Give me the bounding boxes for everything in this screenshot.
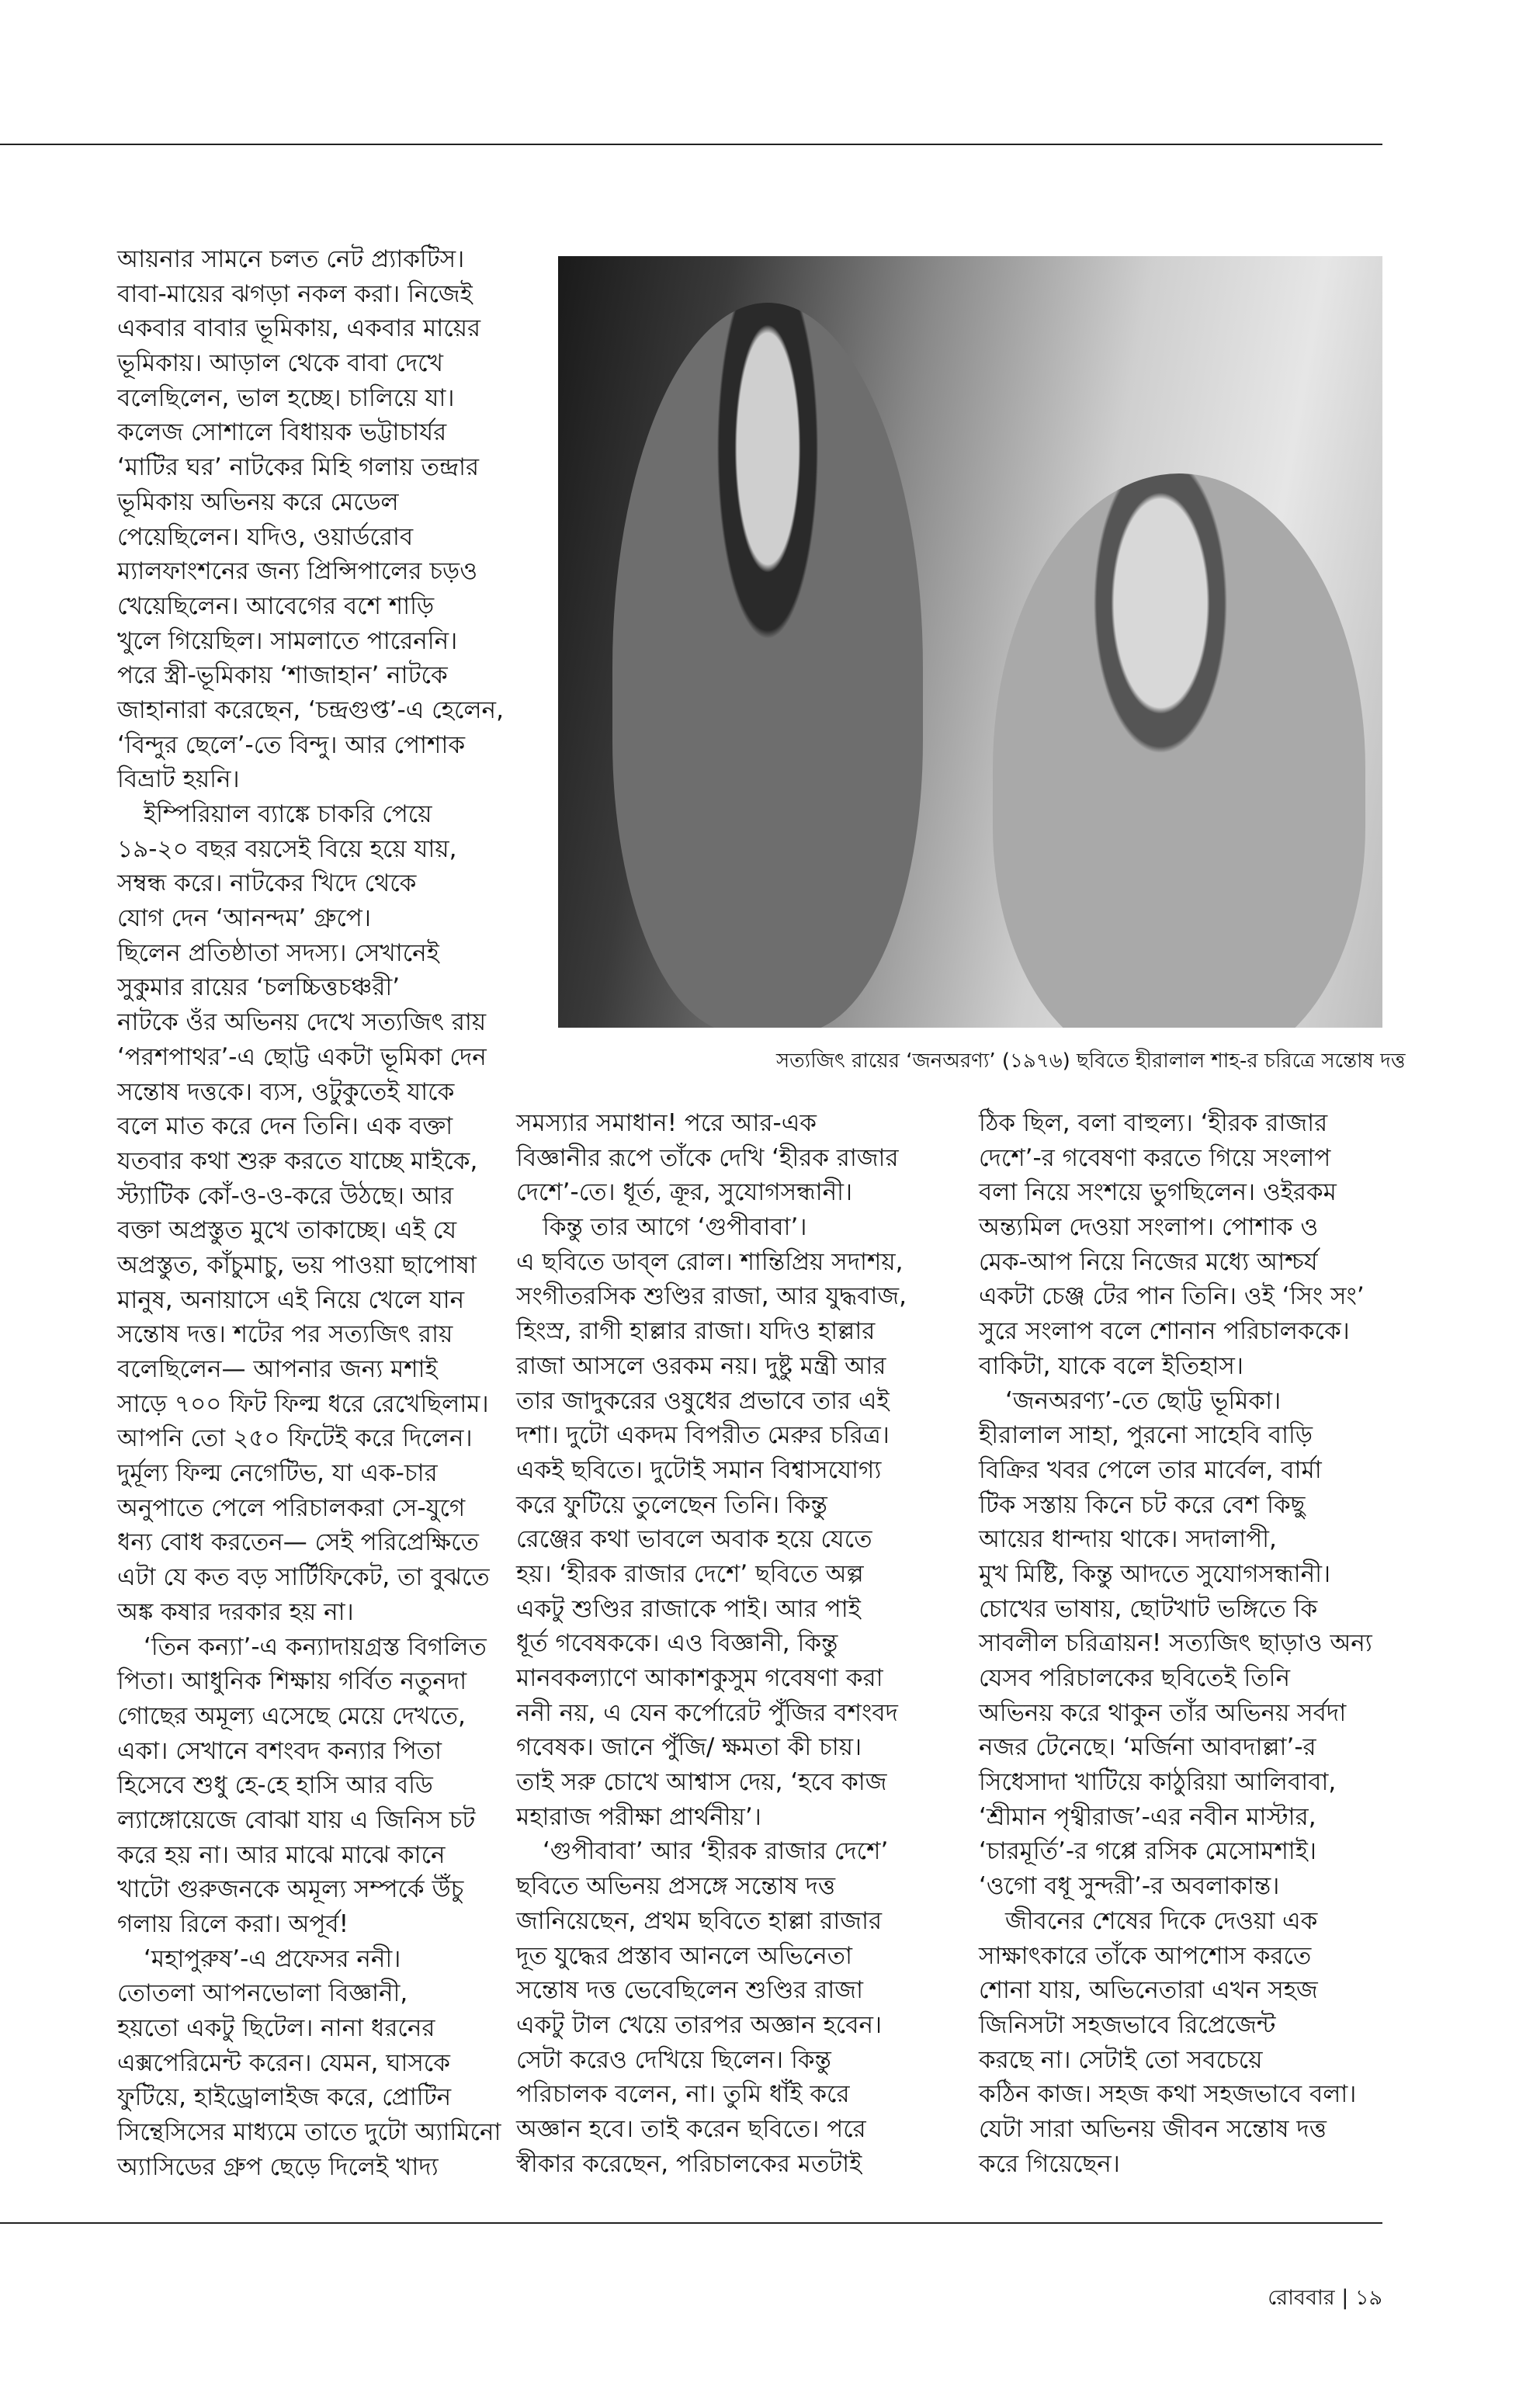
article-photo: [558, 256, 1382, 1028]
text-line: সম্বন্ধ করে। নাটকের খিদে থেকে: [117, 869, 417, 898]
text-line: ‘মাটির ঘর’ নাটকের মিহি গলায় তন্দ্রার: [117, 453, 480, 482]
text-line: সুকুমার রায়ের ‘চলচ্চিত্তচঞ্চরী’: [117, 973, 401, 1002]
text-line: করে হয় না। আর মাঝে মাঝে কানে: [117, 1840, 446, 1869]
text-line: অঙ্ক কষার দরকার হয় না।: [117, 1597, 354, 1626]
text-line: সন্তোষ দত্তকে। ব্যস, ওটুকুতেই যাকে: [117, 1077, 455, 1106]
text-line: জিনিসটা সহজভাবে রিপ্রেজেন্ট: [979, 2010, 1276, 2039]
text-line: টিক সস্তায় কিনে চট করে বেশ কিছু: [979, 1490, 1306, 1519]
text-line: ‘চারমূর্তি’-র গপ্পে রসিক মেসোমশাই।: [979, 1837, 1316, 1866]
text-line: করে গিয়েছেন।: [979, 2149, 1120, 2178]
page-footer: [1268, 2282, 1382, 2317]
text-line: যেসব পরিচালকের ছবিতেই তিনি: [979, 1664, 1290, 1692]
text-line: ‘গুপীবাবা’ আর ‘হীরক রাজার দেশে’: [543, 1837, 889, 1866]
text-line: হিসেবে শুধু হে-হে হাসি আর বডি: [117, 1771, 433, 1800]
text-line: শোনা যায়, অভিনেতারা এখন সহজ: [979, 1976, 1318, 2005]
text-line: খেয়েছিলেন। আবেগের বশে শাড়ি: [117, 591, 435, 620]
text-line: হয়তো একটু ছিটেল। নানা ধরনের: [117, 2014, 435, 2043]
text-line: দেশে’-র গবেষণা করতে গিয়ে সংলাপ: [979, 1143, 1331, 1172]
text-line: বাবা-মায়ের ঝগড়া নকল করা। নিজেই: [117, 279, 473, 308]
text-line: গবেষক। জানে পুঁজি/ ক্ষমতা কী চায়।: [516, 1733, 862, 1762]
text-line: যোগ দেন ‘আনন্দম’ গ্রুপে।: [117, 904, 371, 933]
text-line: পেয়েছিলেন। যদিও, ওয়ার্ডরোব: [117, 522, 414, 551]
text-line: বাকিটা, যাকে বলে ইতিহাস।: [979, 1351, 1243, 1380]
text-line: মেক-আপ নিয়ে নিজের মধ্যে আশ্চর্য: [979, 1247, 1318, 1276]
text-line: ইম্পিরিয়াল ব্যাঙ্কে চাকরি পেয়ে: [144, 800, 432, 828]
text-line: বলা নিয়ে সংশয়ে ভুগছিলেন। ওইরকম: [979, 1178, 1337, 1207]
photo-figure-right: [993, 473, 1365, 1028]
text-line: সুরে সংলাপ বলে শোনান পরিচালককে।: [979, 1317, 1350, 1346]
text-line: সিন্থেসিসের মাধ্যমে তাতে দুটো অ্যামিনো: [117, 2118, 501, 2147]
text-line: অনুপাতে পেলে পরিচালকরা সে-যুগে: [117, 1493, 466, 1522]
text-line: সংগীতরসিক শুণ্ডির রাজা, আর যুদ্ধবাজ,: [516, 1282, 907, 1311]
text-line: গোছের অমূল্য এসেছে মেয়ে দেখতে,: [117, 1701, 466, 1730]
text-line: একটু শুণ্ডির রাজাকে পাই। আর পাই: [516, 1594, 861, 1623]
text-line: সমস্যার সমাধান! পরে আর-এক: [516, 1109, 817, 1137]
text-line: ভূমিকায়। আড়াল থেকে বাবা দেখে: [117, 349, 443, 378]
article-column-right: [979, 1106, 1372, 2181]
text-line: চোখের ভাষায়, ছোটখাট ভঙ্গিতে কি: [979, 1594, 1318, 1623]
text-line: কঠিন কাজ। সহজ কথা সহজভাবে বলা।: [979, 2080, 1357, 2109]
text-line: নাটকে ওঁর অভিনয় দেখে সত্যজিৎ রায়: [117, 1008, 487, 1037]
text-line: সন্তোষ দত্ত। শটের পর সত্যজিৎ রায়: [117, 1320, 453, 1349]
text-line: একই ছবিতে। দুটোই সমান বিশ্বাসযোগ্য: [516, 1455, 882, 1484]
text-line: এ ছবিতে ডাব্‌ল রোল। শান্তিপ্রিয় সদাশয়,: [516, 1247, 904, 1276]
text-line: সাবলীল চরিত্রায়ন! সত্যজিৎ ছাড়াও অন্য: [979, 1629, 1372, 1658]
text-line: অজ্ঞান হবে। তাই করেন ছবিতে। পরে: [516, 2114, 866, 2143]
text-line: পরে স্ত্রী-ভূমিকায় ‘শাজাহান’ নাটকে: [117, 661, 448, 690]
text-line: আয়ের ধান্দায় থাকে। সদালাপী,: [979, 1525, 1277, 1554]
text-line: ‘বিন্দুর ছেলে’-তে বিন্দু। আর পোশাক: [117, 730, 466, 759]
top-rule: [0, 144, 1382, 145]
text-line: অন্ত্যমিল দেওয়া সংলাপ। পোশাক ও: [979, 1213, 1319, 1242]
text-line: দেশে’-তে। ধূর্ত, ক্রূর, সুযোগসন্ধানী।: [516, 1178, 853, 1207]
text-line: ‘ওগো বধূ সুন্দরী’-র অবলাকান্ত।: [979, 1872, 1280, 1901]
text-line: স্বীকার করেছেন, পরিচালকের মতটাই: [516, 2149, 862, 2178]
text-line: অপ্রস্তুত, কাঁচুমাচু, ভয় পাওয়া ছাপোষা: [117, 1250, 477, 1279]
text-line: জাহানারা করেছেন, ‘চন্দ্রগুপ্ত’-এ হেলেন,: [117, 695, 504, 724]
text-line: ‘মহাপুরুষ’-এ প্রফেসর ননী।: [144, 1944, 401, 1973]
text-line: ম্যালফাংশনের জন্য প্রিন্সিপালের চড়ও: [117, 557, 478, 586]
text-line: করে ফুটিয়ে তুলেছেন তিনি। কিন্তু: [516, 1490, 827, 1519]
text-line: ঠিক ছিল, বলা বাহুল্য। ‘হীরক রাজার: [979, 1109, 1328, 1137]
article-column-left: [117, 242, 504, 2185]
text-line: সিধেসাদা খাটিয়ে কাঠুরিয়া আলিবাবা,: [979, 1768, 1337, 1797]
text-line: মুখ মিষ্টি, কিন্তু আদতে সুযোগসন্ধানী।: [979, 1559, 1331, 1588]
text-line: ফুটিয়ে, হাইড্রোলাইজ করে, প্রোটিন: [117, 2083, 452, 2112]
text-line: ভূমিকায় অভিনয় করে মেডেল: [117, 487, 399, 516]
magazine-name: রোববার: [1268, 2286, 1335, 2310]
text-line: ‘পরশপাথর’-এ ছোট্ট একটা ভূমিকা দেন: [117, 1042, 487, 1071]
text-line: যতবার কথা শুরু করতে যাচ্ছে মাইকে,: [117, 1146, 478, 1175]
text-line: জানিয়েছেন, প্রথম ছবিতে হাল্লা রাজার: [516, 1906, 883, 1935]
text-line: জীবনের শেষের দিকে দেওয়া এক: [1005, 1906, 1318, 1935]
text-line: তার জাদুকরের ওষুধের প্রভাবে তার এই: [516, 1386, 890, 1415]
text-line: ল্যাঙ্গোয়েজে বোঝা যায় এ জিনিস চট: [117, 1805, 476, 1834]
text-line: বিজ্ঞানীর রূপে তাঁকে দেখি ‘হীরক রাজার: [516, 1143, 899, 1172]
text-line: রাজা আসলে ওরকম নয়। দুষ্টু মন্ত্রী আর: [516, 1351, 886, 1380]
text-line: গলায় রিলে করা। অপূর্ব!: [117, 1910, 349, 1938]
photo-caption: সত্যজিৎ রায়ের ‘জনঅরণ্য’ (১৯৭৬) ছবিতে হীরালাল শাহ-র চরিত্রে সন্তোষ দত্ত: [776, 1049, 1406, 1073]
text-line: অ্যাসিডের গ্রুপ ছেড়ে দিলেই খাদ্য: [117, 2152, 439, 2181]
photo-figure-left: [612, 303, 923, 1028]
text-line: মানবকল্যাণে আকাশকুসুম গবেষণা করা: [516, 1664, 883, 1692]
text-line: ‘জনঅরণ্য’-তে ছোট্ট ভূমিকা।: [1005, 1386, 1282, 1415]
text-line: বলেছিলেন, ভাল হচ্ছে। চালিয়ে যা।: [117, 383, 455, 412]
text-line: ‘তিন কন্যা’-এ কন্যাদায়গ্রস্ত বিগলিত: [144, 1632, 487, 1661]
text-line: কলেজ সোশালে বিধায়ক ভট্টাচার্যর: [117, 418, 447, 447]
text-line: দশা। দুটো একদম বিপরীত মেরুর চরিত্র।: [516, 1421, 890, 1450]
text-line: করছে না। সেটাই তো সবচেয়ে: [979, 2045, 1263, 2074]
text-line: পরিচালক বলেন, না। তুমি ধাঁই করে: [516, 2080, 850, 2109]
text-line: আপনি তো ২৫০ ফিটেই করে দিলেন।: [117, 1424, 473, 1453]
text-line: সেটা করেও দেখিয়ে ছিলেন। কিন্তু: [516, 2045, 831, 2074]
text-line: স্ট্যাটিক কোঁ-ও-ও-করে উঠছে। আর: [117, 1181, 454, 1210]
text-line: ধন্য বোধ করতেন— সেই পরিপ্রেক্ষিতে: [117, 1528, 479, 1557]
text-line: ছবিতে অভিনয় প্রসঙ্গে সন্তোষ দত্ত: [516, 1872, 836, 1901]
text-line: মহারাজ পরীক্ষা প্রার্থনীয়’।: [516, 1802, 761, 1831]
text-line: ননী নয়, এ যেন কর্পোরেট পুঁজির বশংবদ: [516, 1698, 898, 1727]
text-line: পিতা। আধুনিক শিক্ষায় গর্বিত নতুনদা: [117, 1667, 467, 1696]
text-line: রেঞ্জের কথা ভাবলে অবাক হয়ে যেতে: [516, 1525, 872, 1554]
text-line: হয়। ‘হীরক রাজার দেশে’ ছবিতে অল্প: [516, 1559, 864, 1588]
article-column-middle: [516, 1106, 907, 2181]
text-line: বিভ্রাট হয়নি।: [117, 765, 240, 794]
text-line: তাই সরু চোখে আশ্বাস দেয়, ‘হবে কাজ: [516, 1768, 887, 1797]
text-line: একটু টাল খেয়ে তারপর অজ্ঞান হবেন।: [516, 2010, 883, 2039]
bottom-rule: [0, 2222, 1382, 2224]
text-line: একটা চেঞ্জ টের পান তিনি। ওই ‘সিং সং’: [979, 1282, 1365, 1311]
footer-separator: |: [1341, 2286, 1349, 2310]
text-line: ধূর্ত গবেষককে। এও বিজ্ঞানী, কিন্তু: [516, 1629, 838, 1658]
text-line: কিন্তু তার আগে ‘গুপীবাবা’।: [543, 1213, 807, 1242]
text-line: বিক্রির খবর পেলে তার মার্বেল, বার্মা: [979, 1455, 1322, 1484]
text-line: সাড়ে ৭০০ ফিট ফিল্ম ধরে রেখেছিলাম।: [117, 1389, 489, 1418]
text-line: ‘শ্রীমান পৃথ্বীরাজ’-এর নবীন মাস্টার,: [979, 1802, 1316, 1831]
text-line: মানুষ, অনায়াসে এই নিয়ে খেলে যান: [117, 1285, 465, 1314]
text-line: বলে মাত করে দেন তিনি। এক বক্তা: [117, 1112, 453, 1141]
text-line: খাটো গুরুজনকে অমূল্য সম্পর্কে উঁচু: [117, 1875, 464, 1904]
page-number: ১৯: [1354, 2286, 1382, 2310]
text-line: এটা যে কত বড় সার্টিফিকেট, তা বুঝতে: [117, 1563, 490, 1592]
text-line: যেটা সারা অভিনয় জীবন সন্তোষ দত্ত: [979, 2114, 1327, 2143]
text-line: এক্সপেরিমেন্ট করেন। যেমন, ঘাসকে: [117, 2048, 450, 2077]
text-line: ছিলেন প্রতিষ্ঠাতা সদস্য। সেখানেই: [117, 938, 439, 967]
text-line: দূত যুদ্ধের প্রস্তাব আনলে অভিনেতা: [516, 1941, 852, 1970]
text-line: তোতলা আপনভোলা বিজ্ঞানী,: [117, 1979, 408, 2008]
text-line: বলেছিলেন— আপনার জন্য মশাই: [117, 1355, 438, 1383]
text-line: অভিনয় করে থাকুন তাঁর অভিনয় সর্বদা: [979, 1698, 1347, 1727]
text-line: একবার বাবার ভূমিকায়, একবার মায়ের: [117, 314, 481, 343]
text-line: বক্তা অপ্রস্তুত মুখে তাকাচ্ছে। এই যে: [117, 1216, 457, 1245]
text-line: আয়নার সামনে চলত নেট প্র্যাকটিস।: [117, 245, 465, 273]
text-line: হীরালাল সাহা, পুরনো সাহেবি বাড়ি: [979, 1421, 1313, 1450]
text-line: ১৯-২০ বছর বয়সেই বিয়ে হয়ে যায়,: [117, 834, 457, 863]
text-line: খুলে গিয়েছিল। সামলাতে পারেননি।: [117, 626, 458, 655]
text-line: দুর্মূল্য ফিল্ম নেগেটিভ, যা এক-চার: [117, 1459, 438, 1488]
text-line: হিংস্র, রাগী হাল্লার রাজা। যদিও হাল্লার: [516, 1317, 876, 1346]
text-line: নজর টেনেছে। ‘মর্জিনা আবদাল্লা’-র: [979, 1733, 1316, 1762]
text-line: একা। সেখানে বশংবদ কন্যার পিতা: [117, 1736, 442, 1765]
text-line: সন্তোষ দত্ত ভেবেছিলেন শুণ্ডির রাজা: [516, 1976, 864, 2005]
text-line: সাক্ষাৎকারে তাঁকে আপশোস করতে: [979, 1941, 1312, 1970]
